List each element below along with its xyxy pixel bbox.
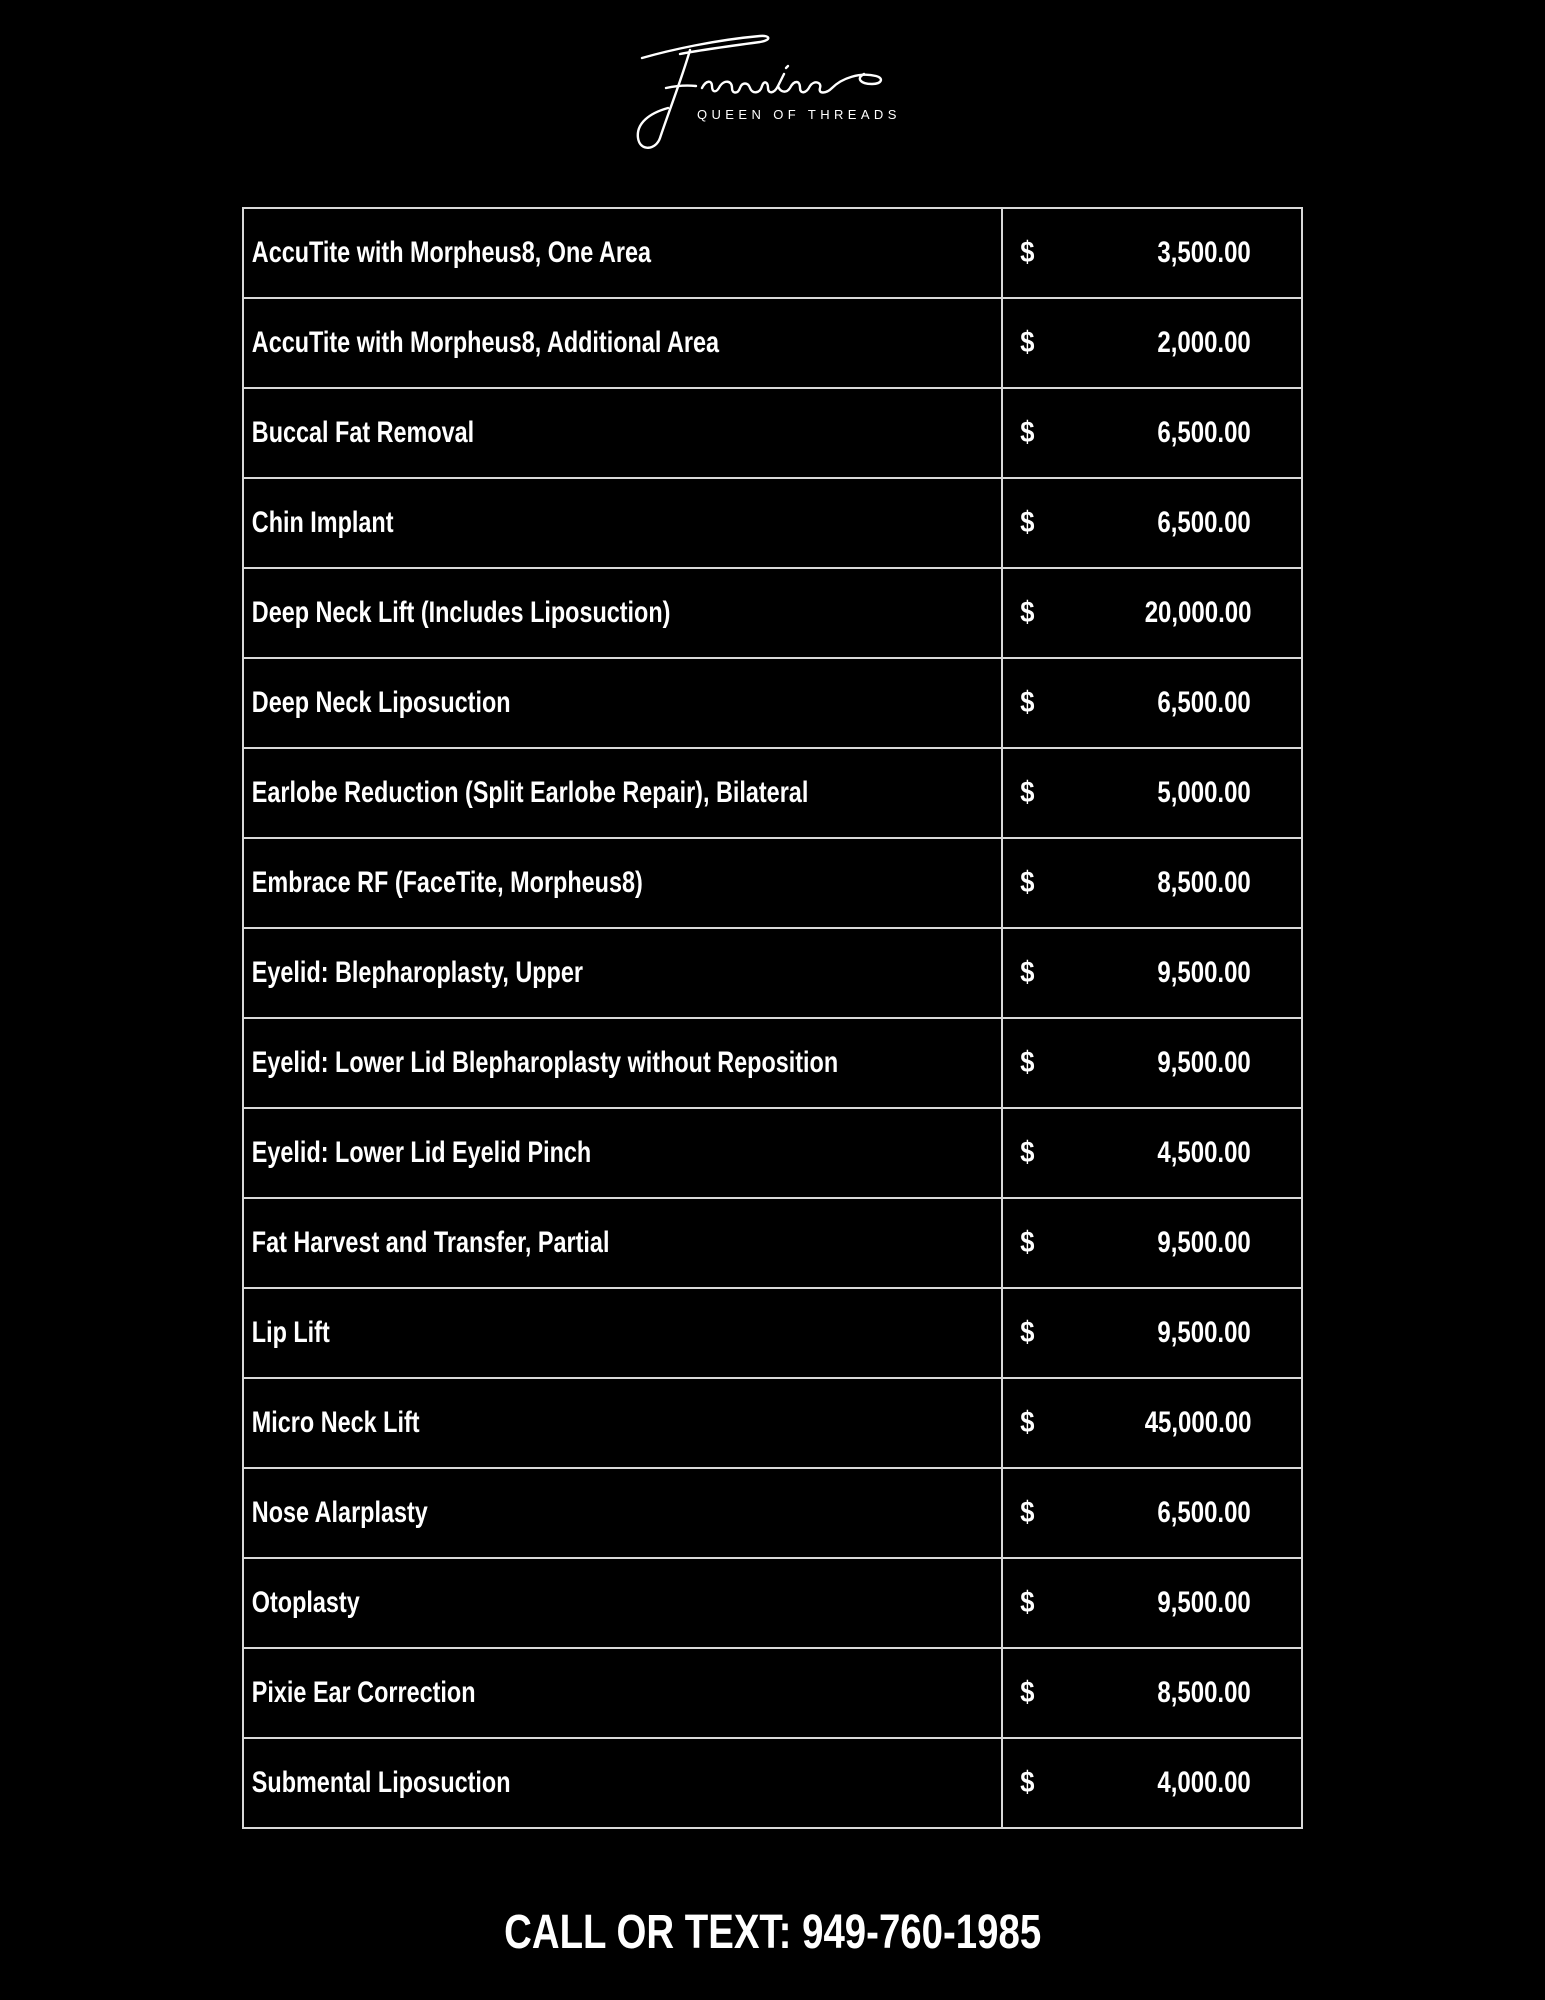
service-price: 5,000.00 [1157,776,1251,809]
table-row [243,298,1302,388]
currency-symbol: $ [1020,326,1035,359]
service-name-cell [243,748,1002,838]
table-row [243,208,1302,298]
currency-symbol: $ [1020,596,1035,629]
table-row [243,1738,1302,1828]
table-row [243,388,1302,478]
currency-symbol: $ [1020,866,1035,899]
service-name-cell [243,1648,1002,1738]
price-list-body [243,208,1302,1828]
service-name-cell [243,838,1002,928]
service-price: 9,500.00 [1157,1586,1251,1619]
table-row [243,568,1302,658]
service-name-cell [243,478,1002,568]
service-name: Micro Neck Lift [251,1406,420,1439]
service-name-cell [243,1198,1002,1288]
service-name: Otoplasty [251,1586,360,1619]
service-name: Chin Implant [251,506,394,539]
currency-symbol: $ [1020,1136,1035,1169]
service-name: Deep Neck Lift (Includes Liposuction) [251,596,671,629]
currency-symbol: $ [1020,956,1035,989]
service-name-cell [243,388,1002,478]
table-row [243,1198,1302,1288]
table-row [243,748,1302,838]
table-row [243,478,1302,568]
currency-symbol: $ [1020,236,1035,269]
currency-symbol: $ [1020,416,1035,449]
currency-symbol: $ [1020,1586,1035,1619]
service-name: AccuTite with Morpheus8, Additional Area [251,326,719,359]
table-row [243,928,1302,1018]
contact-text: CALL OR TEXT: 949-760-1985 [503,1906,1042,1959]
contact-line [0,1905,1545,1960]
service-price: 4,000.00 [1157,1766,1251,1799]
currency-symbol: $ [1020,1316,1035,1349]
service-name: AccuTite with Morpheus8, One Area [251,236,651,269]
currency-symbol: $ [1020,1226,1035,1259]
service-name: Buccal Fat Removal [251,416,475,449]
table-row [243,1558,1302,1648]
service-price: 9,500.00 [1157,956,1251,989]
service-price: 45,000.00 [1144,1406,1251,1439]
service-price-cell [1002,1558,1302,1648]
table-row [243,658,1302,748]
service-price-cell [1002,658,1302,748]
brand-tagline: QUEEN OF THREADS [697,107,901,122]
service-name-cell [243,1288,1002,1378]
currency-symbol: $ [1020,686,1035,719]
service-price: 9,500.00 [1157,1316,1251,1349]
service-price-cell [1002,1468,1302,1558]
service-name-cell [243,568,1002,658]
service-name-cell [243,928,1002,1018]
service-price: 9,500.00 [1157,1226,1251,1259]
currency-symbol: $ [1020,1676,1035,1709]
service-price-cell [1002,1108,1302,1198]
service-name-cell [243,1378,1002,1468]
service-name: Submental Liposuction [251,1766,511,1799]
service-price-cell [1002,478,1302,568]
service-name-cell [243,1558,1002,1648]
brand-logo [620,28,940,158]
service-price-cell [1002,1018,1302,1108]
signature-logo-icon [620,28,940,158]
currency-symbol: $ [1020,776,1035,809]
service-price-cell [1002,388,1302,478]
service-price: 3,500.00 [1157,236,1251,269]
service-price: 6,500.00 [1157,686,1251,719]
service-name-cell [243,658,1002,748]
table-row [243,1108,1302,1198]
table-row [243,838,1302,928]
currency-symbol: $ [1020,1046,1035,1079]
service-price-cell [1002,838,1302,928]
service-name-cell [243,298,1002,388]
table-row [243,1018,1302,1108]
service-name: Nose Alarplasty [251,1496,428,1529]
service-price: 8,500.00 [1157,1676,1251,1709]
service-price-cell [1002,1648,1302,1738]
service-name: Deep Neck Liposuction [251,686,511,719]
service-price-cell [1002,1288,1302,1378]
table-row [243,1288,1302,1378]
service-price-cell [1002,928,1302,1018]
table-row [243,1648,1302,1738]
service-name: Eyelid: Lower Lid Eyelid Pinch [251,1136,592,1169]
currency-symbol: $ [1020,1496,1035,1529]
service-name-cell [243,208,1002,298]
service-price: 2,000.00 [1157,326,1251,359]
service-name: Pixie Ear Correction [251,1676,476,1709]
table-row [243,1468,1302,1558]
service-name: Embrace RF (FaceTite, Morpheus8) [251,866,643,899]
service-price: 9,500.00 [1157,1046,1251,1079]
service-name-cell [243,1108,1002,1198]
service-name-cell [243,1468,1002,1558]
currency-symbol: $ [1020,1766,1035,1799]
service-name: Fat Harvest and Transfer, Partial [251,1226,610,1259]
currency-symbol: $ [1020,1406,1035,1439]
service-name: Eyelid: Blepharoplasty, Upper [251,956,583,989]
service-price: 6,500.00 [1157,1496,1251,1529]
service-price-cell [1002,208,1302,298]
service-name-cell [243,1738,1002,1828]
service-price-cell [1002,1738,1302,1828]
service-price: 20,000.00 [1144,596,1251,629]
service-price: 6,500.00 [1157,416,1251,449]
service-price-cell [1002,1198,1302,1288]
service-price-cell [1002,1378,1302,1468]
currency-symbol: $ [1020,506,1035,539]
service-name: Lip Lift [251,1316,330,1349]
service-price-cell [1002,748,1302,838]
service-price: 4,500.00 [1157,1136,1251,1169]
table-row [243,1378,1302,1468]
service-name: Eyelid: Lower Lid Blepharoplasty without Reposition [251,1046,839,1079]
service-price: 8,500.00 [1157,866,1251,899]
service-name-cell [243,1018,1002,1108]
service-price-cell [1002,298,1302,388]
service-price-cell [1002,568,1302,658]
price-list-table [242,207,1303,1829]
service-name: Earlobe Reduction (Split Earlobe Repair), Bilateral [251,776,809,809]
service-price: 6,500.00 [1157,506,1251,539]
